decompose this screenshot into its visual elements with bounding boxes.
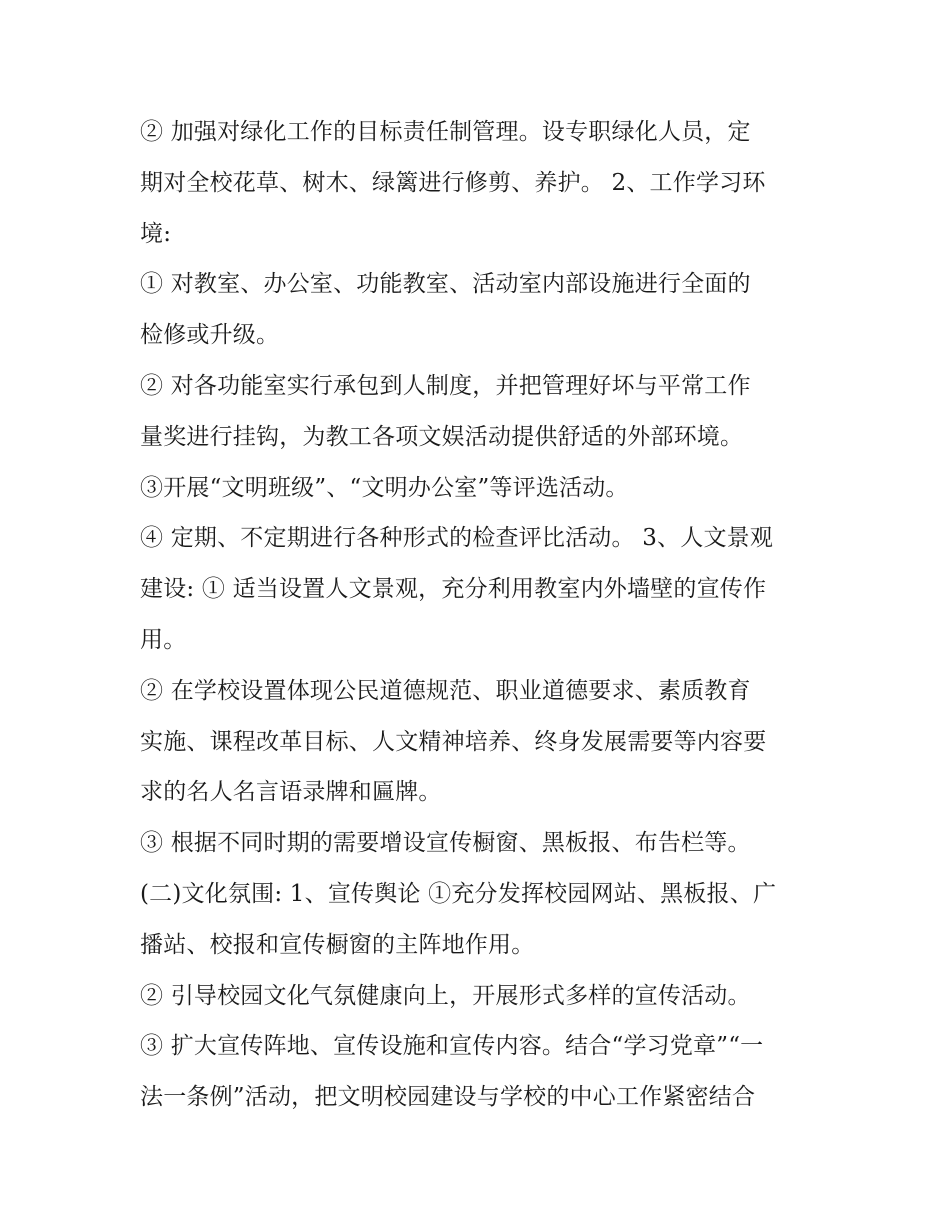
text-line: 用。 bbox=[140, 626, 187, 653]
text-line: ③开展“文明班级”、“文明办公室”等评选活动。 bbox=[140, 474, 629, 501]
text-line: ② 对各功能室实行承包到人制度，并把管理好坏与平常工作 bbox=[140, 372, 751, 399]
text-line: 量奖进行挂钩，为教工各项文娱活动提供舒适的外部环境。 bbox=[140, 423, 744, 450]
text-line: ① 对教室、办公室、功能教室、活动室内部设施进行全面的 bbox=[140, 271, 751, 298]
document-body bbox=[140, 107, 812, 1123]
text-line: 播站、校报和宣传橱窗的主阵地作用。 bbox=[140, 931, 535, 958]
text-line: ② 引导校园文化气氛健康向上，开展形式多样的宣传活动。 bbox=[140, 982, 751, 1009]
text-line: 期对全校花草、树木、绿篱进行修剪、养护。 2、工作学习环 bbox=[140, 169, 766, 196]
text-line: ② 加强对绿化工作的目标责任制管理。设专职绿化人员，定 bbox=[140, 119, 751, 145]
text-line: 实施、课程改革目标、人文精神培养、终身发展需要等内容要 bbox=[140, 728, 767, 755]
text-line: 求的名人名言语录牌和匾牌。 bbox=[140, 779, 442, 806]
text-line: 境: bbox=[140, 220, 172, 247]
text-line: ③ 扩大宣传阵地、宣传设施和宣传内容。结合“学习党章”“一 bbox=[140, 1033, 764, 1060]
text-line: ② 在学校设置体现公民道德规范、职业道德要求、素质教育 bbox=[140, 677, 751, 704]
text-line: 法一条例”活动，把文明校园建设与学校的中心工作紧密结合 bbox=[140, 1084, 756, 1111]
text-line: ④ 定期、不定期进行各种形式的检查评比活动。 3、人文景观 bbox=[140, 525, 774, 552]
text-line: ③ 根据不同时期的需要增设宣传橱窗、黑板报、布告栏等。 bbox=[140, 830, 751, 857]
text-line: (二)文化氛围: 1、宣传舆论 ①充分发挥校园网站、黑板报、广 bbox=[140, 880, 777, 907]
text-line: 检修或升级。 bbox=[140, 322, 280, 349]
text-line: 建设: ① 适当设置人文景观，充分利用教室内外墙壁的宣传作 bbox=[140, 576, 767, 603]
